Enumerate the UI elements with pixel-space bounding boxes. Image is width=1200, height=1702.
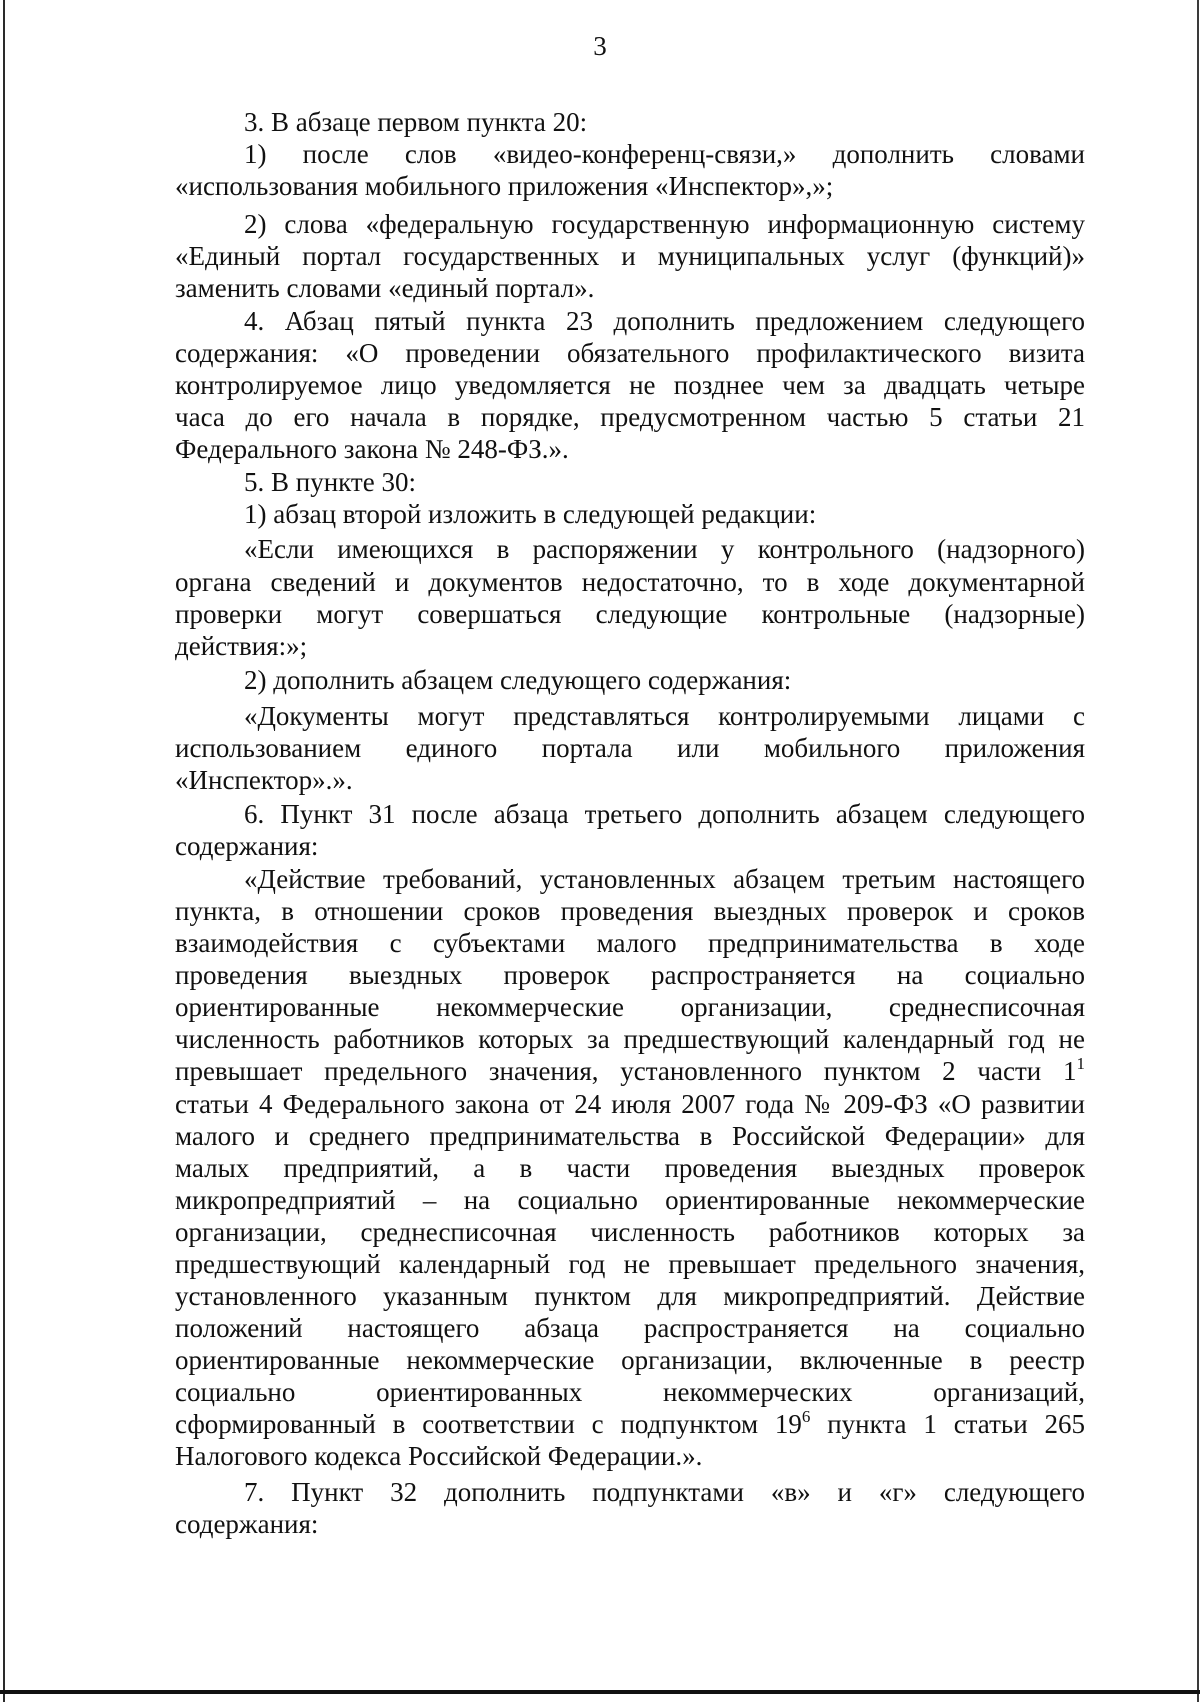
text-line: Налогового кодекса Российской Федерации.». [175, 1441, 703, 1471]
text-line: 3. В абзаце первом пункта 20: [244, 107, 588, 137]
text-line: «Инспектор».». [175, 765, 353, 795]
text-line: содержания: [175, 831, 319, 861]
text-line: содержания: «О проведении обязательного профилактического визита [175, 338, 1085, 368]
text-line: численность работников которых за предшествующий календарный год не [175, 1024, 1085, 1054]
text-line: социально ориентированных некоммерческих организаций, [175, 1377, 1085, 1407]
text-line: «Единый портал государственных и муниципальных услуг (функций)» [175, 241, 1085, 271]
text-line: часа до его начала в порядке, предусмотренном частью 5 статьи 21 [175, 402, 1085, 432]
superscript: 6 [801, 1407, 811, 1426]
text-line: взаимодействия с субъектами малого предпринимательства в ходе [175, 928, 1085, 958]
text-line: пункта, в отношении сроков проведения выездных проверок и сроков [175, 896, 1085, 926]
text-line: «Действие требований, установленных абзацем третьим настоящего [244, 864, 1085, 894]
text-line: статьи 4 Федерального закона от 24 июля 2007 года № 209-ФЗ «О развитии [175, 1089, 1085, 1119]
scan-bottom-edge [0, 1690, 1200, 1694]
text-line: заменить словами «единый портал». [175, 273, 595, 303]
text-line: органа сведений и документов недостаточно, то в ходе документарной [175, 567, 1085, 597]
text-line: малых предприятий, а в части проведения выездных проверок [175, 1153, 1085, 1183]
text-line: 2) дополнить абзацем следующего содержания: [244, 665, 792, 695]
text-line: ориентированные некоммерческие организации, включенные в реестр [175, 1345, 1085, 1375]
superscript: 1 [1076, 1054, 1085, 1073]
text-line: 6. Пункт 31 после абзаца третьего дополнить абзацем следующего [244, 799, 1085, 829]
text-line: 7. Пункт 32 дополнить подпунктами «в» и «г» следующего [244, 1477, 1085, 1507]
text-line: контролируемое лицо уведомляется не позднее чем за двадцать четыре [175, 370, 1085, 400]
text-line: «Если имеющихся в распоряжении у контрольного (надзорного) [244, 534, 1085, 564]
text-line: установленного указанным пунктом для микропредприятий. Действие [175, 1281, 1085, 1311]
text-line: 4. Абзац пятый пункта 23 дополнить предложением следующего [244, 306, 1085, 336]
text-line: положений настоящего абзаца распространяется на социально [175, 1313, 1085, 1343]
text-line: 1) после слов «видео-конференц-связи,» дополнить словами [244, 139, 1085, 169]
text-line: 5. В пункте 30: [244, 467, 416, 497]
text-line: 1) абзац второй изложить в следующей редакции: [244, 499, 817, 529]
text-line: проверки могут совершаться следующие контрольные (надзорные) [175, 599, 1085, 629]
text-line: Федерального закона № 248-ФЗ.». [175, 434, 569, 464]
text-line: содержания: [175, 1509, 319, 1539]
text-line: организации, среднесписочная численность работников которых за [175, 1217, 1085, 1247]
page-number: 3 [593, 31, 607, 61]
scan-left-edge [3, 0, 5, 1702]
text-line: «использования мобильного приложения «Инспектор»,»; [175, 171, 834, 201]
text-line: микропредприятий – на социально ориентированные некоммерческие [175, 1185, 1085, 1215]
text-line: ориентированные некоммерческие организации, среднесписочная [175, 992, 1085, 1022]
text-line: 2) слова «федеральную государственную информационную систему [244, 209, 1085, 239]
text-line: проведения выездных проверок распространяется на социально [175, 960, 1085, 990]
text-line: использованием единого портала или мобильного приложения [175, 733, 1085, 763]
text-line: сформированный в соответствии с подпунктом $19^6$ пункта 1 статьи 265 [175, 1407, 1085, 1439]
text-line: предшествующий календарный год не превышает предельного значения, [175, 1249, 1085, 1279]
text-line: малого и среднего предпринимательства в Российской Федерации» для [175, 1121, 1085, 1151]
text-line: действия:»; [175, 631, 308, 661]
text-line: «Документы могут представляться контролируемыми лицами с [244, 701, 1085, 731]
text-line: превышает предельного значения, установленного пунктом 2 части $1^1$ [175, 1054, 1085, 1086]
scan-right-edge [1197, 0, 1199, 1702]
